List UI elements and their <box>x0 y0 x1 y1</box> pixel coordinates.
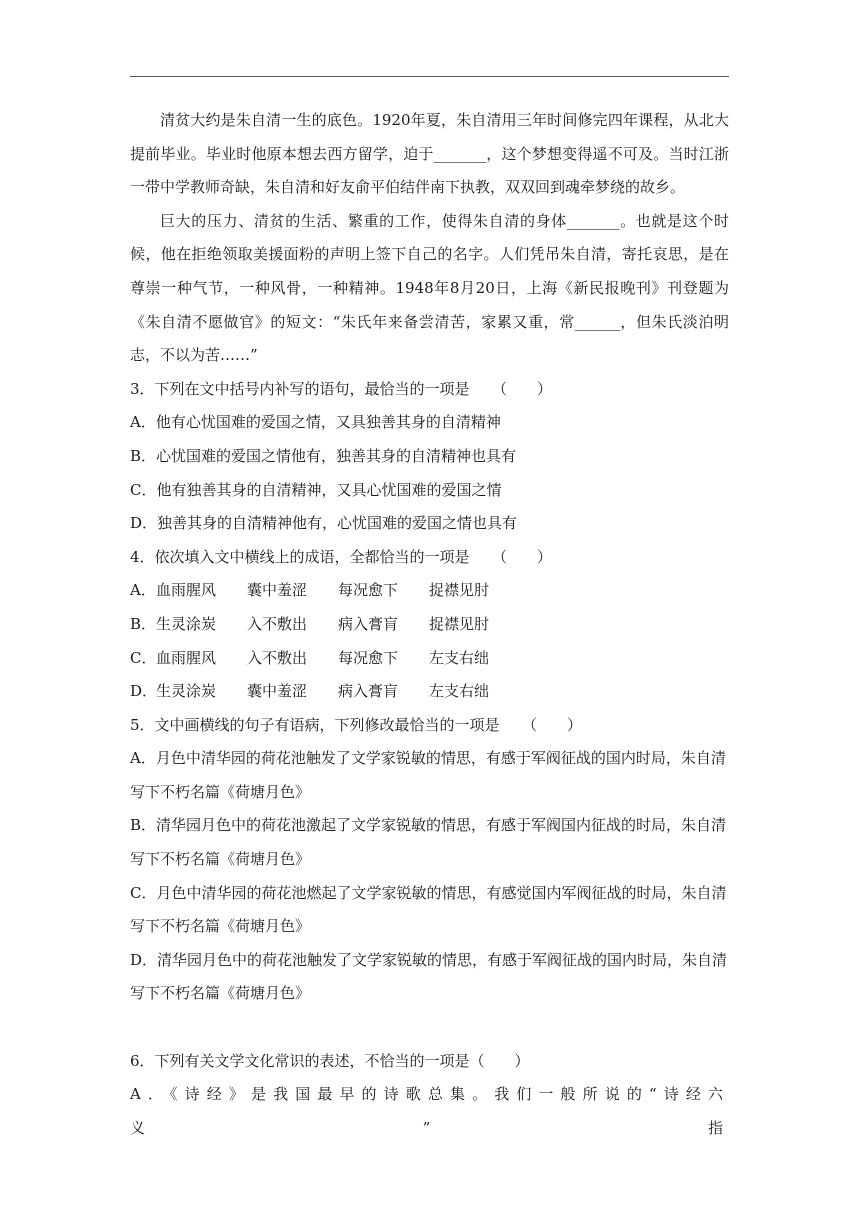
question-4-stem: 4．依次填入文中横线上的成语，全都恰当的一项是 （ ） <box>130 547 553 566</box>
idiom: 入不敷出 <box>247 648 308 667</box>
question-5-stem: 5．文中画横线的句子有语病，下列修改最恰当的一项是 （ ） <box>130 715 583 734</box>
idiom: 生灵涂炭 <box>156 682 217 701</box>
document-body <box>130 104 729 1145</box>
idiom: 捉襟见肘 <box>429 581 490 600</box>
option-label: B． <box>130 614 157 633</box>
idiom: 入不敷出 <box>247 614 308 633</box>
idiom: 囊中羞涩 <box>247 581 308 600</box>
option-label: A． <box>130 581 156 600</box>
idiom: 每况愈下 <box>338 581 399 600</box>
question-6-stem: 6．下列有关文学文化常识的表述，不恰当的一项是（ ） <box>130 1051 530 1070</box>
passage-paragraph-2: 巨大的压力、清贫的生活、繁重的工作，使得朱自清的身体_______。也就是这个时候，他在拒绝领取美援面粉的声明上签下自己的名字。人们凭吊朱自清，寄托哀思，是在尊崇一种气节，一种风骨，一种精神。1948年8月20日，上海《新民报晚刊》刊登题为《朱自清不愿做官》的短文：“朱氏年来备尝清苦，家累又重，常______，但朱氏淡泊明志，不以为苦……” <box>130 211 729 365</box>
idiom: 血雨腥风 <box>156 648 217 667</box>
q4-option-c <box>130 642 729 676</box>
q5-option-b: B．清华园月色中的荷花池激起了文学家锐敏的情思，有感于军阀国内征战的时局，朱自清写下不朽名篇《荷塘月色》 <box>130 816 727 869</box>
header-rule <box>130 76 729 77</box>
q6-option-a: A．《诗经》是我国最早的诗歌总集。我们一般所说的“诗经六义”指 <box>130 1085 729 1137</box>
idiom: 捉襟见肘 <box>429 614 490 633</box>
q4-option-a <box>130 574 729 608</box>
q4-option-d <box>130 675 729 709</box>
q3-option-b: B．心忧国难的爱国之情他有，独善其身的自清精神也具有 <box>130 446 517 465</box>
option-label: D． <box>130 682 158 701</box>
q5-option-c: C．月色中清华园的荷花池燃起了文学家锐敏的情思，有感觉国内军阀征战的时局，朱自清写下不朽名篇《荷塘月色》 <box>130 883 727 936</box>
idiom: 生灵涂炭 <box>156 614 217 633</box>
idiom: 病入膏肓 <box>338 682 399 701</box>
idiom: 病入膏肓 <box>338 614 399 633</box>
spacer <box>130 1011 729 1045</box>
passage-paragraph-1: 清贫大约是朱自清一生的底色。1920年夏，朱自清用三年时间修完四年课程，从北大提前毕业。毕业时他原本想去西方留学，迫于_______，这个梦想变得遥不可及。当时江浙一带中学教师奇缺，朱自清和好友俞平伯结伴南下执教，双双回到魂牵梦绕的故乡。 <box>130 111 729 197</box>
q3-option-a: A．他有心忧国难的爱国之情，又具独善其身的自清精神 <box>130 413 501 432</box>
idiom: 血雨腥风 <box>156 581 217 600</box>
q3-option-d: D．独善其身的自清精神他有，心忧国难的爱国之情也具有 <box>130 514 518 533</box>
q5-option-d: D．清华园月色中的荷花池触发了文学家锐敏的情思，有感于军阀征战的国内时局，朱自清写下不朽名篇《荷塘月色》 <box>130 950 728 1003</box>
option-label: C． <box>130 648 157 667</box>
idiom: 囊中羞涩 <box>247 682 308 701</box>
idiom: 左支右绌 <box>429 682 490 701</box>
idiom: 左支右绌 <box>429 648 490 667</box>
q3-option-c: C．他有独善其身的自清精神，又具心忧国难的爱国之情 <box>130 480 502 499</box>
q4-option-b <box>130 608 729 642</box>
idiom: 每况愈下 <box>338 648 399 667</box>
question-3-stem: 3．下列在文中括号内补写的语句，最恰当的一项是 （ ） <box>130 379 553 398</box>
q5-option-a: A．月色中清华园的荷花池触发了文学家锐敏的情思，有感于军阀征战的国内时局，朱自清写下不朽名篇《荷塘月色》 <box>130 749 726 801</box>
